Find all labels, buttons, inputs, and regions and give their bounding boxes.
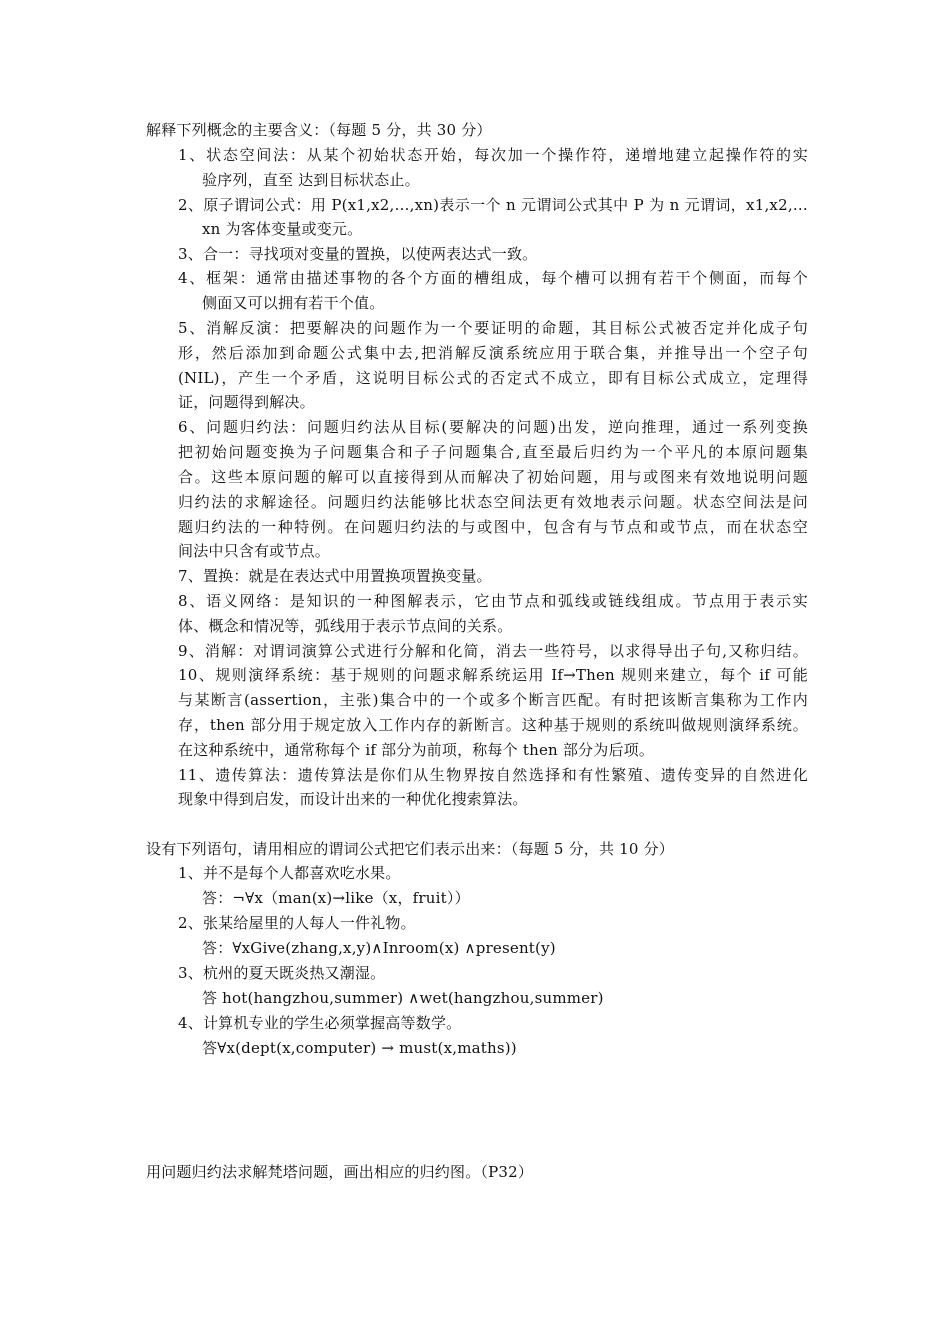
definition-line: 归约法的求解途径。问题归约法能够比状态空间法更有效地表示问题。状态空间法是问 (178, 493, 808, 511)
definition-line: 5、消解反演：把要解决的问题作为一个要证明的命题，其目标公式被否定并化成子句 (178, 319, 808, 337)
definition-line: 证，问题得到解决。 (178, 393, 315, 411)
definition-line: 7、置换：就是在表达式中用置换项置换变量。 (178, 567, 492, 585)
section1-title: 解释下列概念的主要含义：（每题 5 分，共 30 分） (146, 121, 492, 139)
question-item: 2、张某给屋里的人每人一件礼物。 (178, 914, 416, 932)
definition-line: 体、概念和情况等，弧线用于表示节点间的关系。 (178, 617, 513, 635)
definition-line: 与某断言(assertion，主张)集合中的一个或多个断言匹配。有时把该断言集称为工作内 (178, 691, 808, 709)
definition-line: 10、规则演绎系统：基于规则的问题求解系统运用 If→Then 规则来建立，每个 if 可能 (178, 666, 808, 684)
definition-line: 4、框架：通常由描述事物的各个方面的槽组成，每个槽可以拥有若干个侧面，而每个 (178, 269, 808, 287)
section2-title: 设有下列语句，请用相应的谓词公式把它们表示出来：（每题 5 分，共 10 分） (146, 840, 675, 858)
answer-item: 答：¬∀x（man(x)→like（x，fruit）） (202, 889, 470, 907)
definition-line: 侧面又可以拥有若干个值。 (202, 294, 385, 312)
question-item: 1、并不是每个人都喜欢吃水果。 (178, 864, 401, 882)
definition-line: 形，然后添加到命题公式集中去,把消解反演系统应用于联合集，并推导出一个空子句 (178, 344, 808, 362)
question-item: 3、杭州的夏天既炎热又潮湿。 (178, 964, 386, 982)
definition-line: 间法中只含有或节点。 (178, 542, 331, 560)
section3-title: 用问题归约法求解梵塔问题，画出相应的归约图。（P32） (146, 1163, 534, 1181)
definition-line: 在这种系统中，通常称每个 if 部分为前项，称每个 then 部分为后项。 (178, 741, 655, 759)
question-item: 4、计算机专业的学生必须掌握高等数学。 (178, 1014, 462, 1032)
definition-line: 验序列，直至 达到目标状态止。 (202, 171, 420, 189)
definition-line: 3、合一：寻找项对变量的置换，以使两表达式一致。 (178, 245, 538, 263)
answer-item: 答：∀xGive(zhang,x,y)∧Inroom(x) ∧present(y) (202, 939, 556, 957)
definition-line: 11、遗传算法：遗传算法是你们从生物界按自然选择和有性繁殖、遗传变异的自然进化 (178, 766, 808, 784)
definition-line: 9、消解：对谓词演算公式进行分解和化简，消去一些符号，以求得导出子句,又称归结。 (178, 642, 808, 660)
definition-line: 把初始问题变换为子问题集合和子子问题集合,直至最后归约为一个平凡的本原问题集 (178, 443, 808, 461)
definition-line: 1、状态空间法：从某个初始状态开始，每次加一个操作符，递增地建立起操作符的实 (178, 146, 808, 164)
definition-line: (NIL)，产生一个矛盾，这说明目标公式的否定式不成立，即有目标公式成立，定理得 (178, 369, 808, 387)
definition-line: 题归约法的一种特例。在问题归约法的与或图中，包含有与节点和或节点，而在状态空 (178, 518, 808, 536)
definition-line: 2、原子谓词公式：用 P(x1,x2,…,xn)表示一个 n 元谓词公式其中 P 为 n 元谓词，x1,x2,… (178, 196, 808, 214)
answer-item: 答∀x(dept(x,computer) → must(x,maths)) (202, 1039, 517, 1057)
definition-line: 现象中得到启发，而设计出来的一种优化搜索算法。 (178, 790, 528, 808)
definition-line: 存，then 部分用于规定放入工作内存的新断言。这种基于规则的系统叫做规则演绎系统。 (178, 716, 808, 734)
definition-line: 8、语义网络：是知识的一种图解表示，它由节点和弧线或链线组成。节点用于表示实 (178, 592, 808, 610)
definition-line: xn 为客体变量或变元。 (202, 220, 363, 238)
definition-line: 6、问题归约法：问题归约法从目标(要解决的问题)出发，逆向推理，通过一系列变换 (178, 418, 808, 436)
answer-item: 答 hot(hangzhou,summer) ∧wet(hangzhou,summer) (202, 989, 604, 1007)
definition-line: 合。这些本原问题的解可以直接得到从而解决了初始问题，用与或图来有效地说明问题 (178, 468, 808, 486)
